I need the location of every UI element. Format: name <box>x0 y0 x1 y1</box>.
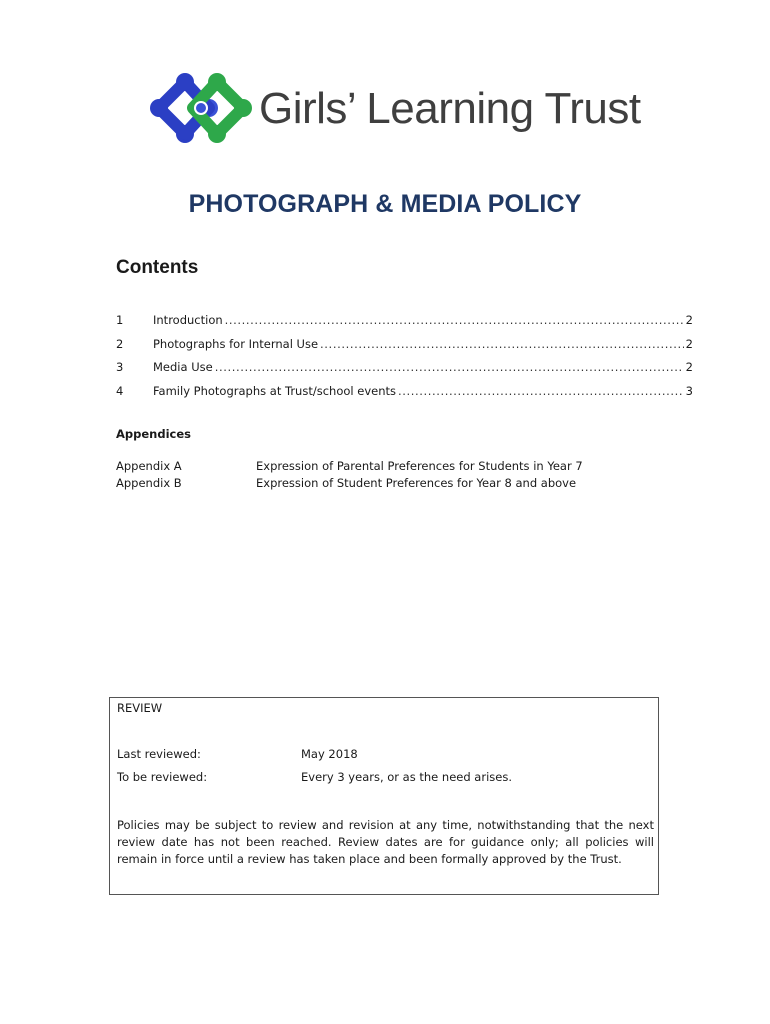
toc-title: Media Use <box>153 360 213 374</box>
toc-page-number: 2 <box>685 336 693 351</box>
appendix-entry-b <box>116 476 676 490</box>
toc-leader-dots <box>215 360 684 374</box>
toc-title: Introduction <box>153 313 223 327</box>
to-be-reviewed-row <box>117 770 647 784</box>
toc-number: 3 <box>116 360 124 374</box>
appendix-label: Appendix B <box>116 476 182 490</box>
appendix-description: Expression of Student Preferences for Year 8 and above <box>256 476 577 490</box>
last-reviewed-value: May 2018 <box>301 747 358 761</box>
to-be-reviewed-value: Every 3 years, or as the need arises. <box>301 770 512 784</box>
toc-number: 2 <box>116 336 124 351</box>
table-of-contents <box>116 313 693 407</box>
last-reviewed-row <box>117 747 647 761</box>
toc-page-number: 3 <box>685 383 693 398</box>
interlocking-links-logo-icon <box>147 70 255 148</box>
toc-page-number: 2 <box>685 360 693 374</box>
review-box <box>109 697 659 895</box>
trust-logo <box>147 70 641 148</box>
appendix-description: Expression of Parental Preferences for Students in Year 7 <box>256 459 583 473</box>
logo-wordmark: Girls’ Learning Trust <box>259 84 641 133</box>
last-reviewed-label: Last reviewed: <box>117 747 201 761</box>
review-heading: REVIEW <box>117 701 163 715</box>
to-be-reviewed-label: To be reviewed: <box>117 770 208 784</box>
page-title: PHOTOGRAPH & MEDIA POLICY <box>188 190 582 218</box>
appendices-heading: Appendices <box>116 427 191 441</box>
toc-entry-photographs-internal-use[interactable] <box>116 337 693 361</box>
toc-number: 4 <box>116 383 124 398</box>
toc-entry-introduction[interactable] <box>116 313 693 337</box>
appendix-entry-a <box>116 459 676 473</box>
contents-heading: Contents <box>116 257 199 278</box>
toc-leader-dots <box>398 384 684 398</box>
toc-number: 1 <box>116 313 124 327</box>
toc-leader-dots <box>320 337 684 351</box>
toc-entry-family-photographs[interactable] <box>116 384 693 408</box>
toc-entry-media-use[interactable] <box>116 360 693 384</box>
toc-leader-dots <box>225 313 684 327</box>
review-policy-note: Policies may be subject to review and revision at any time, notwithstanding that the next review date has not been reached. Review dates are for guidance only; all policies will remain in force until a review has taken place and been formally approved by the Trust. <box>117 818 654 866</box>
appendix-label: Appendix A <box>116 459 182 473</box>
toc-title: Family Photographs at Trust/school events <box>153 383 396 398</box>
toc-page-number: 2 <box>685 313 693 327</box>
toc-title: Photographs for Internal Use <box>153 336 319 351</box>
